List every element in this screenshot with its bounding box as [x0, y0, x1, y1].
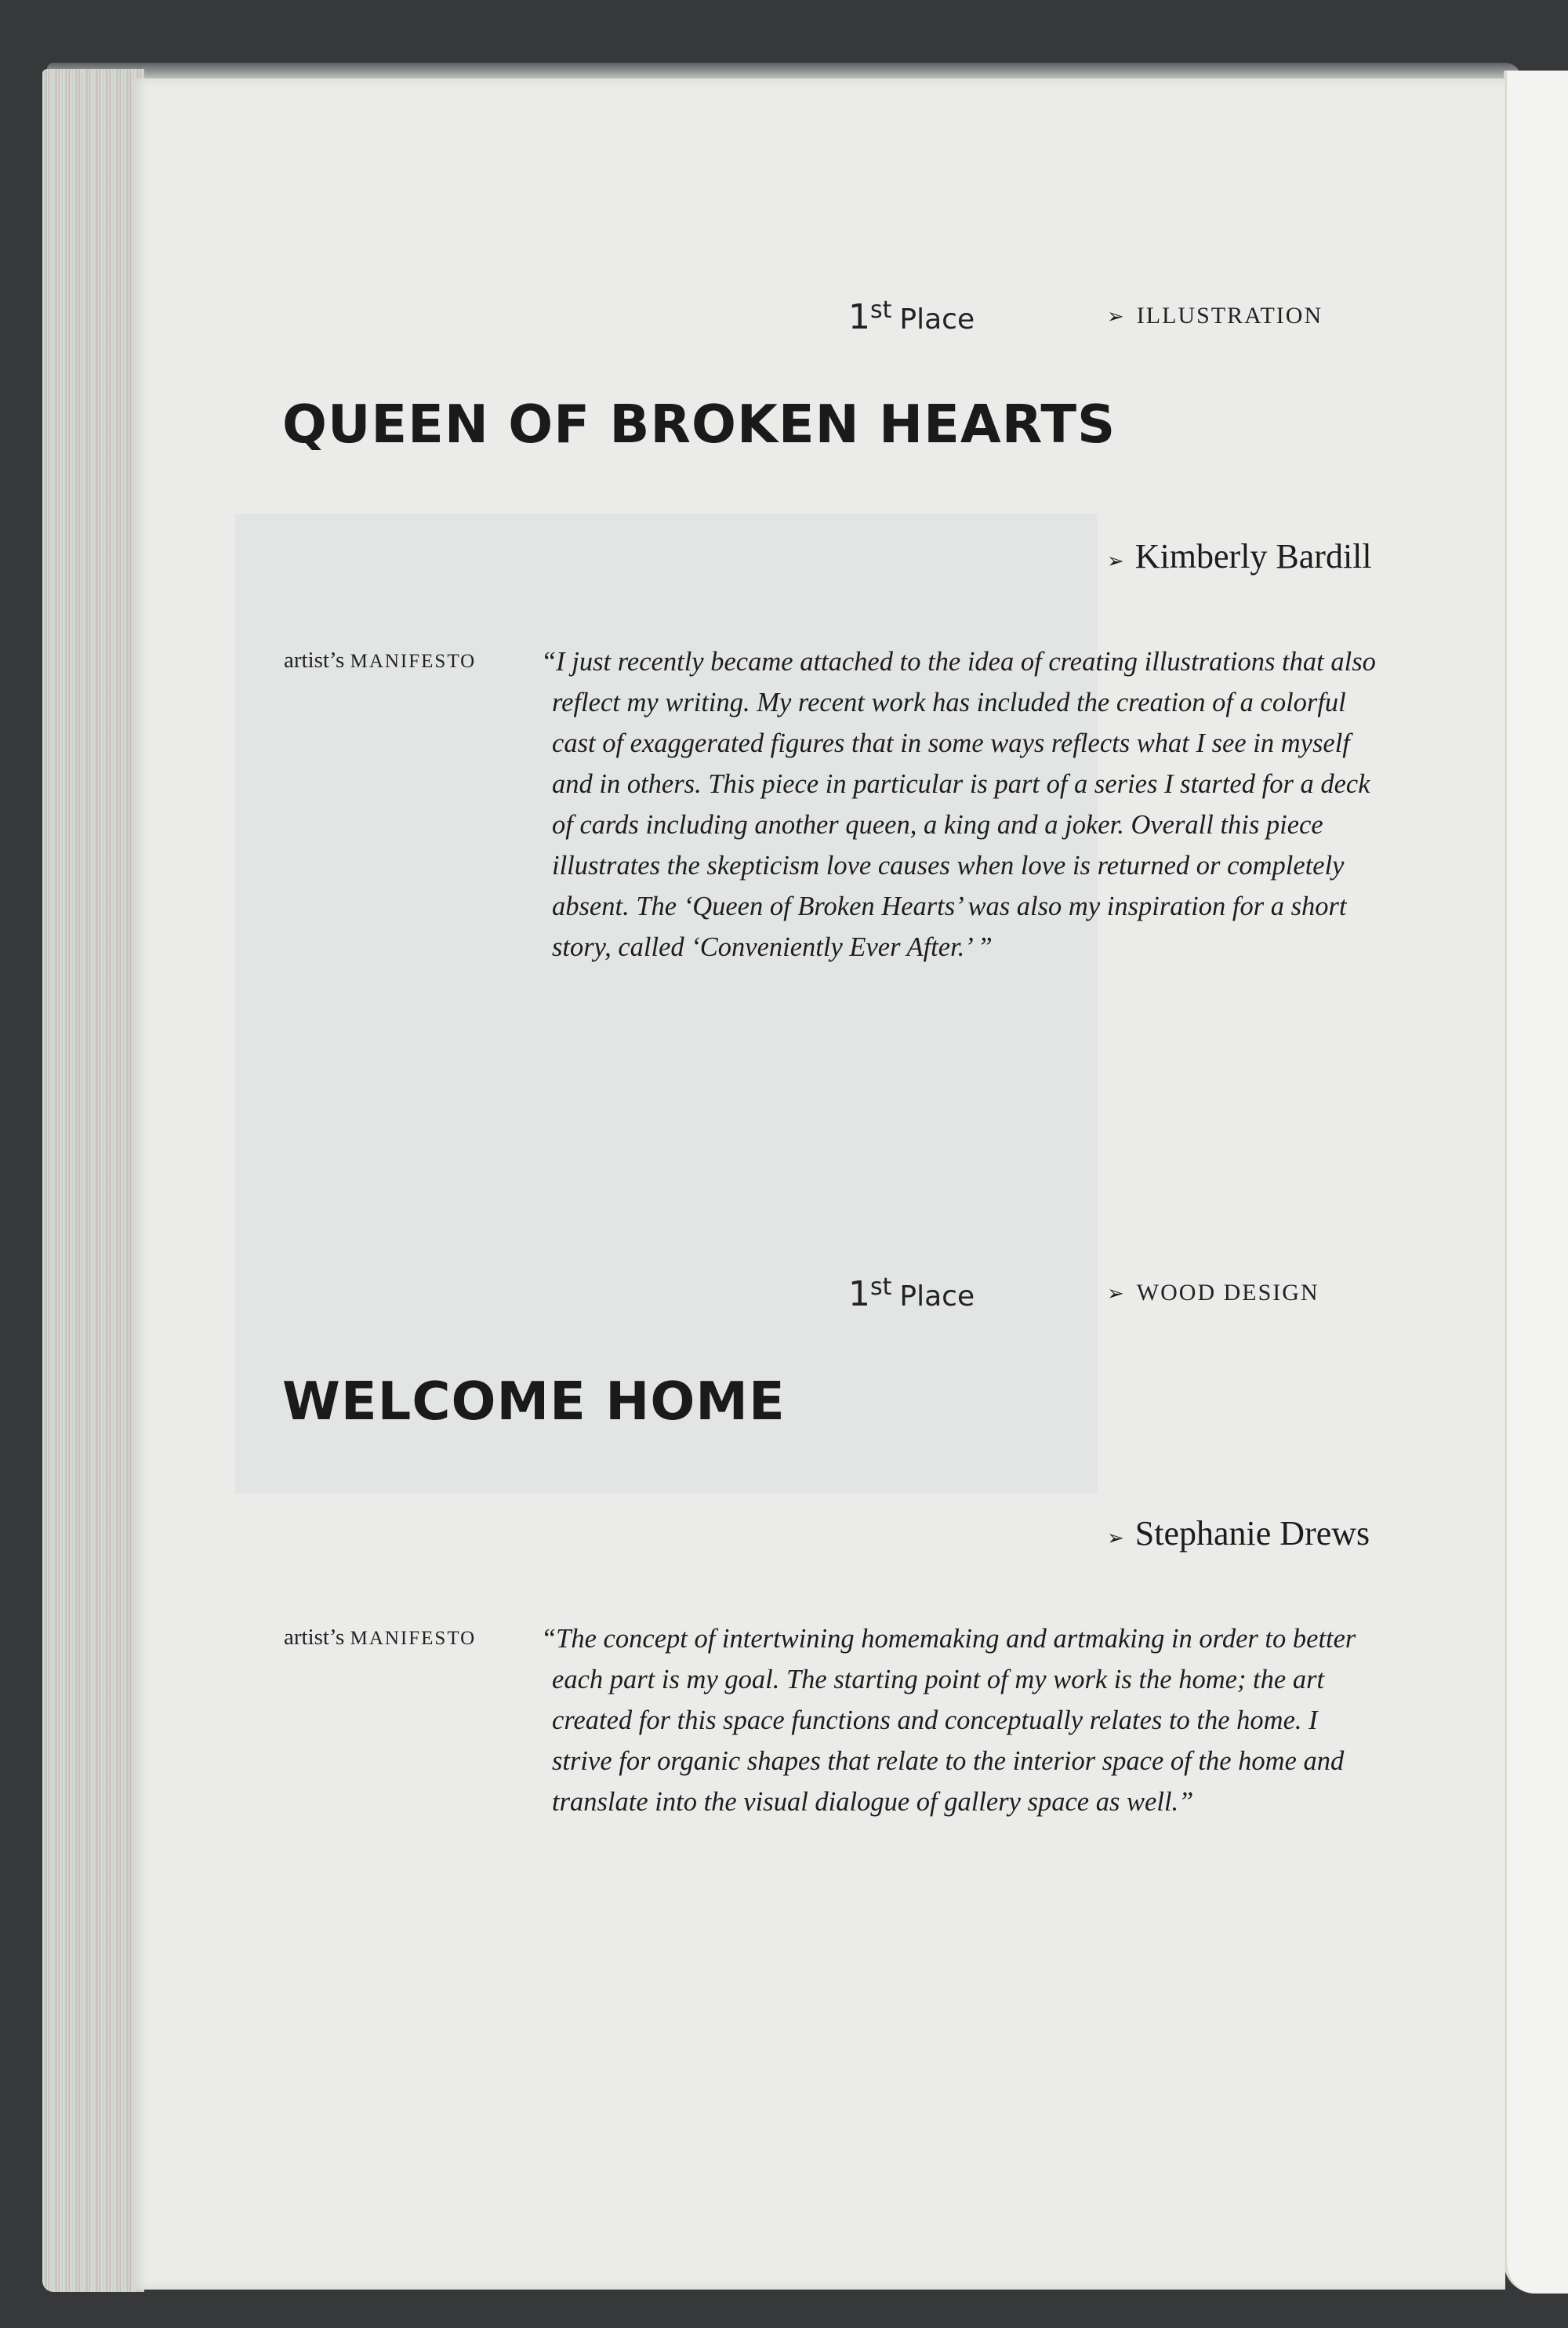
place-word: Place [899, 303, 975, 336]
arrow-bullet-icon: ➢ [1107, 305, 1126, 328]
facing-page-edge [1504, 71, 1568, 2293]
arrow-bullet-icon: ➢ [1107, 1527, 1124, 1549]
category-text: ILLUSTRATION [1136, 303, 1323, 329]
page-stack-edge [42, 69, 144, 2292]
place-suffix: st [870, 1273, 892, 1301]
manifesto-label-word: artist’s [284, 648, 345, 673]
category-label [1107, 1280, 1319, 1306]
artwork-title: WELCOME HOME [282, 1371, 786, 1432]
manifesto-label-caps: MANIFESTO [350, 1628, 477, 1649]
artist-name-text: Kimberly Bardill [1134, 537, 1372, 576]
manifesto-text: “I just recently became attached to the idea of creating illustrations that also reflect my writing. My recent work has included the creation of a colorful cast of exaggerated figures that in some ways reflects what I see in myself and in others. This piece in particular is part of a series I started for a deck of cards including another queen, a king and a joker. Overall this piece illustrates the skepticism love causes when love is returned or completely absent. The ‘Queen of Broken Hearts’ was also my inspiration for a short story, called ‘Conveniently Ever After.’ ” [541, 647, 1376, 962]
place-ranking [848, 296, 975, 337]
place-ranking [848, 1273, 975, 1314]
place-number: 1 [848, 297, 870, 337]
place-suffix: st [870, 296, 892, 324]
place-number: 1 [848, 1274, 870, 1314]
category-label [1107, 303, 1323, 329]
artist-name-text: Stephanie Drews [1134, 1514, 1370, 1553]
arrow-bullet-icon: ➢ [1107, 1282, 1126, 1305]
manifesto-label-caps: MANIFESTO [350, 651, 477, 672]
artist-name [1107, 1513, 1370, 1553]
manifesto-label [284, 1625, 476, 1651]
artist-name [1107, 536, 1372, 576]
manifesto-text: “The concept of intertwining homemaking and artmaking in order to better each part is my goal. The starting point of my work is the home; the art created for this space functions and conceptually relates to the home. I strive for organic shapes that relate to the interior space of the home and translate into the visual dialogue of gallery space as well.” [541, 1624, 1356, 1817]
category-text: WOOD DESIGN [1136, 1280, 1319, 1306]
manifesto-label [284, 648, 476, 674]
manifesto-label-word: artist’s [284, 1625, 345, 1650]
artwork-title: QUEEN OF BROKEN HEARTS [282, 394, 1116, 455]
place-word: Place [899, 1280, 975, 1313]
arrow-bullet-icon: ➢ [1107, 550, 1124, 572]
